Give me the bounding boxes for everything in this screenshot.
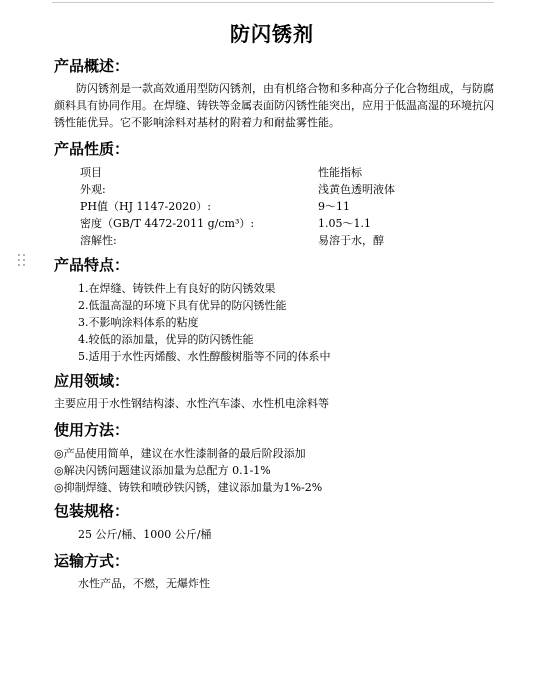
packaging-heading: 包装规格： [54,502,130,520]
transport-text: 水性产品，不燃，无爆炸性 [78,577,210,590]
applications-text: 主要应用于水性钢结构漆、水性汽车漆、水性机电涂料等 [54,397,329,410]
overview-heading: 产品概述： [54,57,130,75]
features-heading: 产品特点： [54,256,130,274]
list-item: ◎抑制焊缝、铸铁和喷砂铁闪锈，建议添加量为1%-2% [54,481,323,494]
transport-heading: 运输方式： [54,552,130,570]
property-value: 性能指标 [318,166,362,179]
property-value: 9～11 [318,200,350,213]
list-item: ◎产品使用简单，建议在水性漆制备的最后阶段添加 [54,447,306,460]
drag-handle-icon[interactable] [18,254,26,268]
property-value: 易溶于水，醇 [318,234,384,247]
property-row [80,164,480,181]
list-item: 1.在焊缝、铸铁件上有良好的防闪锈效果 [78,282,276,295]
applications-heading: 应用领域： [54,372,130,390]
usage-heading: 使用方法： [54,421,130,439]
list-item: 3.不影响涂料体系的粘度 [78,316,199,329]
list-item: 2.低温高湿的环境下具有优异的防闪锈性能 [78,299,287,312]
list-item: 4.较低的添加量，优异的防闪锈性能 [78,333,254,346]
property-row [80,232,480,249]
property-name: PH值（HJ 1147-2020）: [80,200,211,213]
property-name: 密度（GB/T 4472-2011 g/cm³）: [80,217,255,230]
list-item: ◎解决闪锈问题建议添加量为总配方 0.1-1% [54,464,271,477]
property-name: 项目 [80,166,102,179]
properties-heading: 产品性质： [54,140,130,158]
property-name: 溶解性: [80,234,117,247]
property-name: 外观: [80,183,106,196]
property-value: 浅黄色透明液体 [318,183,395,196]
property-value: 1.05～1.1 [318,217,371,230]
packaging-text: 25 公斤/桶、1000 公斤/桶 [78,528,212,541]
overview-paragraph: 防闪锈剂是一款高效通用型防闪锈剂，由有机络合物和多种高分子化合物组成，与防腐颜料具有协同作用。在焊缝、铸铁等金属表面防闪锈性能突出，应用于低温高湿的环境抗闪锈性能优异。它不影响涂料对基材的附着力和耐盐雾性能。 [54,82,494,129]
property-row [80,181,480,198]
property-row [80,215,480,232]
document-title: 防闪锈剂 [230,22,314,46]
property-row [80,198,480,215]
top-rule [52,2,494,3]
list-item: 5.适用于水性丙烯酸、水性醇酸树脂等不同的体系中 [78,350,331,363]
